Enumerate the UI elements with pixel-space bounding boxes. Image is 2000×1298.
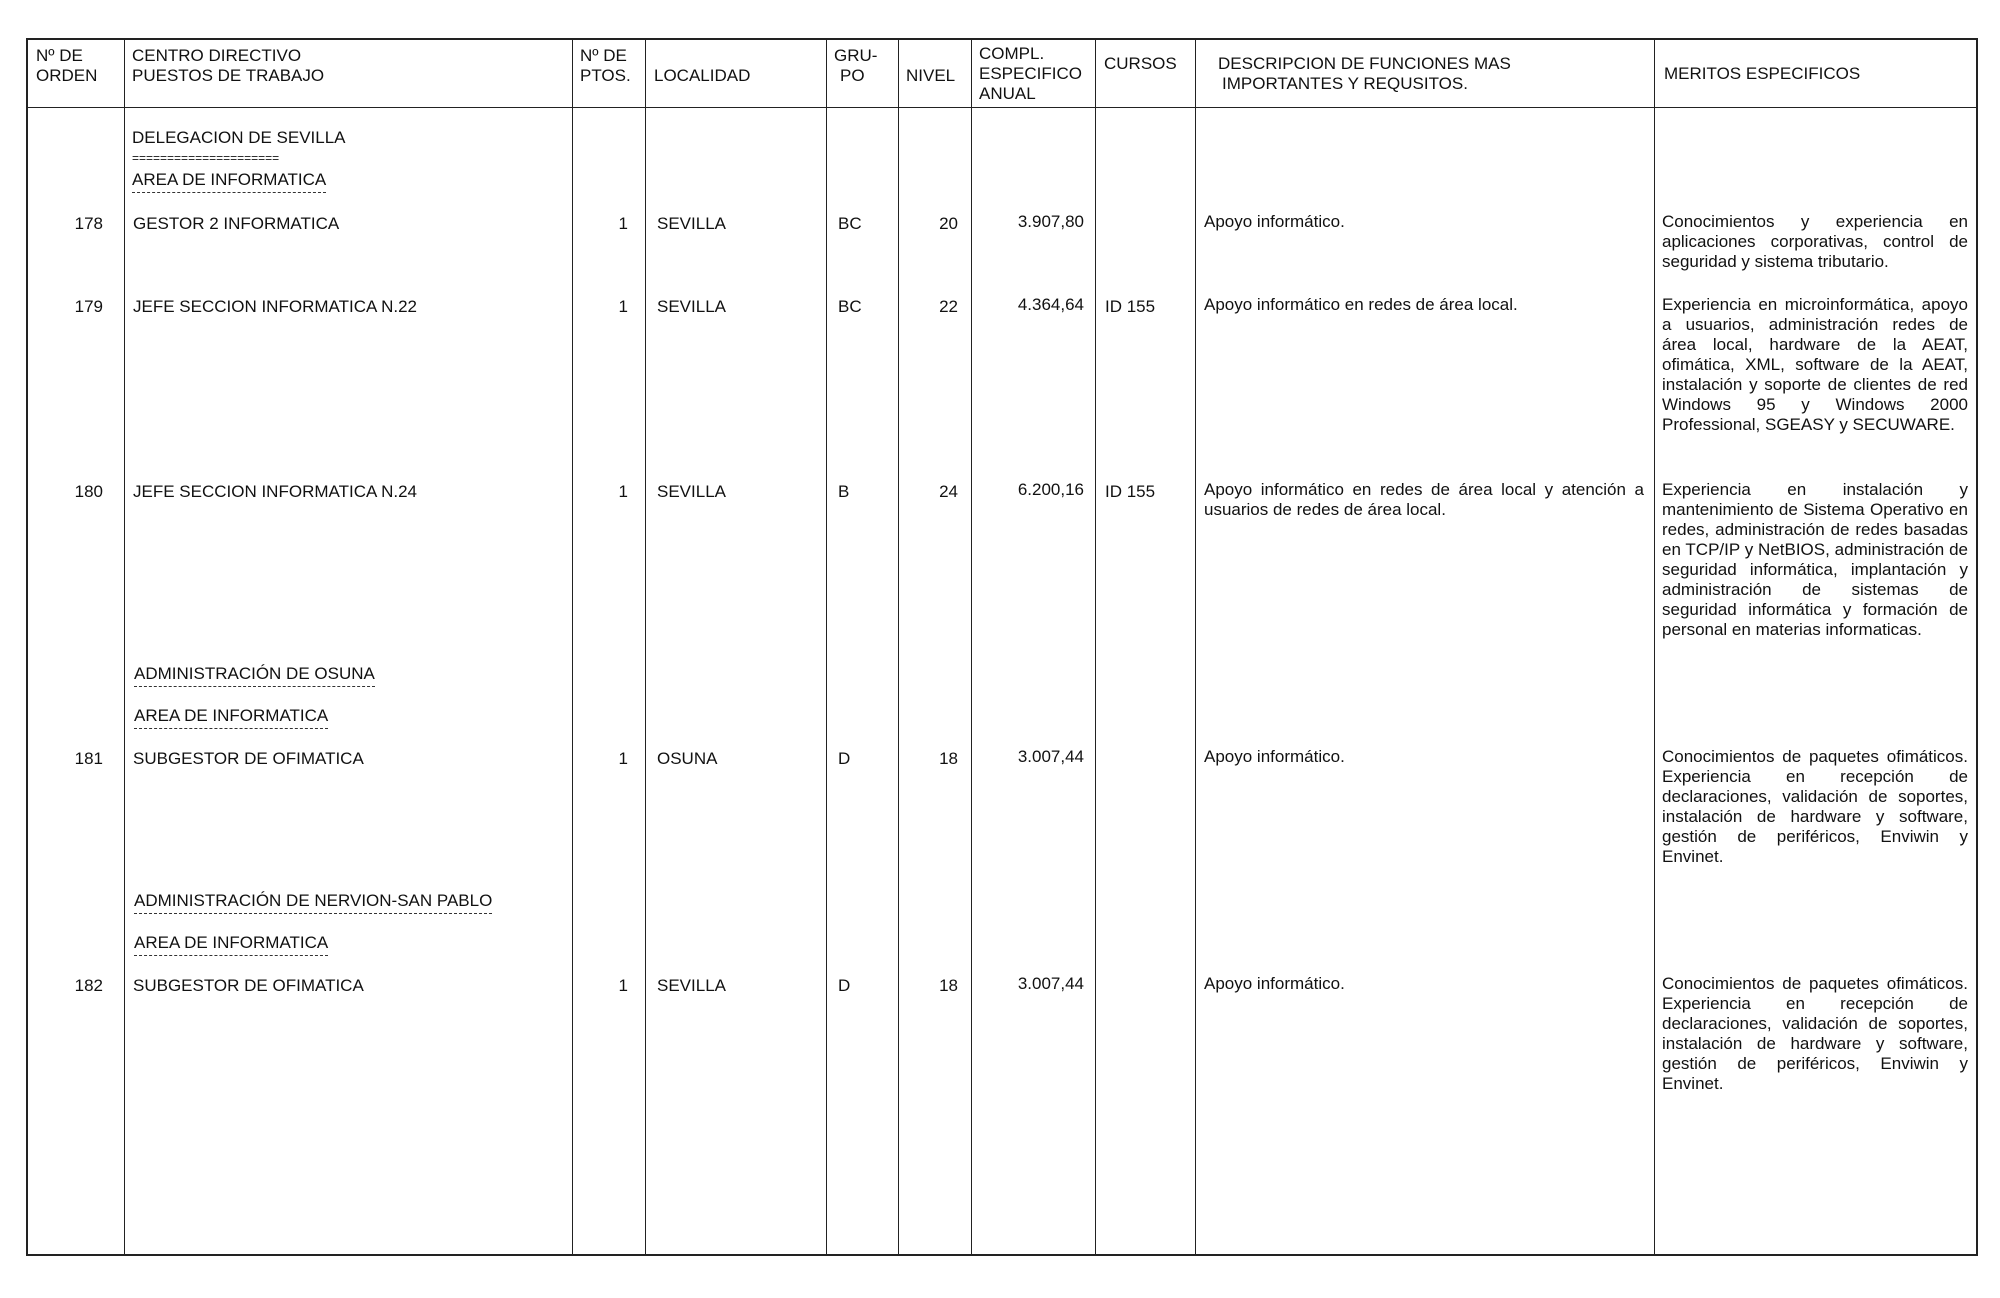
row-puesto: GESTOR 2 INFORMATICA — [133, 214, 340, 233]
header-grupo-2: PO — [840, 66, 865, 85]
row-ptos: 1 — [618, 482, 628, 501]
row-grupo: BC — [838, 214, 862, 233]
header-nivel: NIVEL — [906, 66, 956, 85]
row-descripcion: Apoyo informático. — [1204, 974, 1345, 993]
header-compl-3: ANUAL — [979, 84, 1036, 103]
row-meritos: Experiencia en instalación y mantenimiento de Sistema Operativo en redes, administración de redes basadas en TCP/IP y NetBIOS, administración de seguridad informática, implantación y administración de sistemas de seguridad informática y formación de personal en materias informaticas. — [1662, 480, 1968, 639]
header-grupo: GRU- — [834, 46, 878, 65]
row-orden: 181 — [74, 749, 103, 768]
row-ptos: 1 — [618, 214, 628, 233]
header-descripcion-2: IMPORTANTES Y REQUSITOS. — [1222, 74, 1468, 93]
row-meritos: Conocimientos de paquetes ofimáticos. Experiencia en recepción de declaraciones, validación de soportes, instalación de hardware y software, gestión de periféricos, Enviwin y Envinet. — [1662, 974, 1968, 1093]
row-meritos: Conocimientos y experiencia en aplicaciones corporativas, control de seguridad y sistema tributario. — [1662, 212, 1968, 271]
header-compl-2: ESPECIFICO — [979, 64, 1082, 83]
row-cursos: ID 155 — [1105, 297, 1156, 316]
section-area: AREA DE INFORMATICA — [134, 933, 328, 956]
row-localidad: SEVILLA — [657, 214, 726, 233]
row-nivel: 18 — [939, 749, 958, 768]
row-compl: 3.007,44 — [1017, 747, 1084, 766]
row-compl: 6.200,16 — [1017, 480, 1084, 499]
header-cursos: CURSOS — [1104, 54, 1177, 73]
row-puesto: SUBGESTOR DE OFIMATICA — [133, 976, 364, 995]
row-descripcion: Apoyo informático. — [1204, 212, 1345, 231]
row-grupo: B — [838, 482, 850, 501]
row-grupo: D — [838, 976, 851, 995]
row-orden: 179 — [74, 297, 103, 316]
header-orden-2: ORDEN — [36, 66, 98, 85]
row-puesto: JEFE SECCION INFORMATICA N.22 — [133, 297, 418, 316]
section-title: DELEGACION DE SEVILLA — [132, 128, 346, 147]
header-ptos: Nº DE — [580, 46, 627, 65]
section-title: ADMINISTRACIÓN DE OSUNA — [134, 664, 375, 687]
row-nivel: 18 — [939, 976, 958, 995]
header-orden: Nº DE — [36, 46, 83, 65]
row-meritos: Conocimientos de paquetes ofimáticos. Experiencia en recepción de declaraciones, validación de soportes, instalación de hardware y software, gestión de periféricos, Enviwin y Envinet. — [1662, 747, 1968, 866]
header-meritos: MERITOS ESPECIFICOS — [1664, 64, 1861, 83]
section-title: ADMINISTRACIÓN DE NERVION-SAN PABLO — [134, 891, 492, 914]
row-ptos: 1 — [618, 297, 628, 316]
row-nivel: 22 — [939, 297, 958, 316]
row-localidad: SEVILLA — [657, 297, 726, 316]
row-descripcion: Apoyo informático en redes de área local y atención a usuarios de redes de área local. — [1204, 480, 1644, 519]
header-puestos: PUESTOS DE TRABAJO — [132, 66, 325, 85]
row-localidad: OSUNA — [657, 749, 718, 768]
row-grupo: D — [838, 749, 851, 768]
row-descripcion: Apoyo informático. — [1204, 747, 1345, 766]
row-orden: 182 — [74, 976, 103, 995]
header-compl: COMPL. — [979, 44, 1045, 63]
row-ptos: 1 — [618, 976, 628, 995]
row-grupo: BC — [838, 297, 862, 316]
header-localidad: LOCALIDAD — [654, 66, 751, 85]
row-nivel: 20 — [939, 214, 958, 233]
row-orden: 178 — [74, 214, 103, 233]
row-nivel: 24 — [939, 482, 958, 501]
header-ptos-2: PTOS. — [580, 66, 631, 85]
header-descripcion: DESCRIPCION DE FUNCIONES MAS — [1218, 54, 1511, 73]
section-underline: ===================== — [132, 151, 280, 165]
section-area: AREA DE INFORMATICA — [132, 170, 326, 193]
row-puesto: SUBGESTOR DE OFIMATICA — [133, 749, 364, 768]
row-orden: 180 — [74, 482, 103, 501]
row-puesto: JEFE SECCION INFORMATICA N.24 — [133, 482, 418, 501]
row-localidad: SEVILLA — [657, 976, 726, 995]
header-centro: CENTRO DIRECTIVO — [132, 46, 302, 65]
row-compl: 3.907,80 — [1017, 212, 1084, 231]
row-compl: 3.007,44 — [1017, 974, 1084, 993]
row-localidad: SEVILLA — [657, 482, 726, 501]
row-ptos: 1 — [618, 749, 628, 768]
row-meritos: Experiencia en microinformática, apoyo a usuarios, administración redes de área local, hardware de la AEAT, ofimática, XML, software de la AEAT, instalación y soporte de clientes de red Windows 95 y Windows 2000 Professional, SGEASY y SECUWARE. — [1662, 295, 1968, 434]
row-compl: 4.364,64 — [1017, 295, 1084, 314]
row-cursos: ID 155 — [1105, 482, 1156, 501]
section-area: AREA DE INFORMATICA — [134, 706, 328, 729]
row-descripcion: Apoyo informático en redes de área local. — [1204, 295, 1518, 314]
